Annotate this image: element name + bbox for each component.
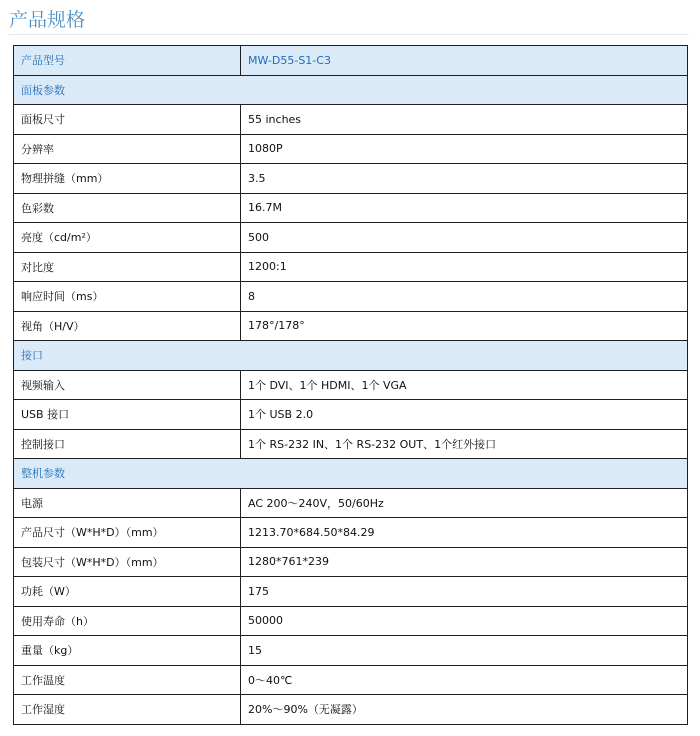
section-row-panel — [14, 75, 688, 105]
table-row — [14, 252, 688, 282]
spec-value: 1200:1 — [241, 252, 688, 282]
spec-value: 8 — [241, 282, 688, 312]
spec-label: 重量（kg） — [14, 636, 241, 666]
section-title: 接口 — [14, 341, 688, 371]
spec-label: 包装尺寸（W*H*D）（mm） — [14, 547, 241, 577]
table-row — [14, 577, 688, 607]
spec-label: 电源 — [14, 488, 241, 518]
spec-value: 175 — [241, 577, 688, 607]
page-title: 产品规格 — [9, 9, 86, 31]
spec-label: 色彩数 — [14, 193, 241, 223]
spec-label: 控制接口 — [14, 429, 241, 459]
spec-value: 178°/178° — [241, 311, 688, 341]
spec-label: 视频输入 — [14, 370, 241, 400]
spec-value: 1个 RS-232 IN、1个 RS-232 OUT、1个红外接口 — [241, 429, 688, 459]
table-row — [14, 429, 688, 459]
spec-value: AC 200～240V，50/60Hz — [241, 488, 688, 518]
table-row — [14, 282, 688, 312]
spec-value: 15 — [241, 636, 688, 666]
spec-label: 物理拼缝（mm） — [14, 164, 241, 194]
spec-value: 500 — [241, 223, 688, 253]
table-row — [14, 134, 688, 164]
table-row — [14, 105, 688, 135]
spec-label: 工作湿度 — [14, 695, 241, 725]
spec-value: 1个 USB 2.0 — [241, 400, 688, 430]
table-row — [14, 695, 688, 725]
section-row-interface — [14, 341, 688, 371]
model-value: MW-D55-S1-C3 — [241, 46, 688, 76]
table-row — [14, 223, 688, 253]
section-row-device — [14, 459, 688, 489]
spec-label: 亮度（cd/m²） — [14, 223, 241, 253]
spec-value: 1213.70*684.50*84.29 — [241, 518, 688, 548]
spec-label: 面板尺寸 — [14, 105, 241, 135]
section-title: 面板参数 — [14, 75, 688, 105]
spec-table — [13, 45, 688, 725]
spec-value: 1280*761*239 — [241, 547, 688, 577]
spec-value: 55 inches — [241, 105, 688, 135]
spec-label: 使用寿命（h） — [14, 606, 241, 636]
table-row — [14, 488, 688, 518]
title-divider — [9, 34, 689, 35]
table-row — [14, 400, 688, 430]
spec-label: 视角（H/V） — [14, 311, 241, 341]
spec-value: 1个 DVI、1个 HDMI、1个 VGA — [241, 370, 688, 400]
spec-label: USB 接口 — [14, 400, 241, 430]
table-row — [14, 164, 688, 194]
table-row — [14, 636, 688, 666]
model-header-row — [14, 46, 688, 76]
spec-value: 1080P — [241, 134, 688, 164]
model-label: 产品型号 — [14, 46, 241, 76]
table-row — [14, 311, 688, 341]
spec-label: 响应时间（ms） — [14, 282, 241, 312]
table-row — [14, 193, 688, 223]
table-row — [14, 518, 688, 548]
section-title: 整机参数 — [14, 459, 688, 489]
spec-label: 功耗（W） — [14, 577, 241, 607]
spec-value: 50000 — [241, 606, 688, 636]
table-row — [14, 606, 688, 636]
table-row — [14, 370, 688, 400]
spec-label: 分辨率 — [14, 134, 241, 164]
spec-label: 工作温度 — [14, 665, 241, 695]
spec-value: 3.5 — [241, 164, 688, 194]
spec-value: 0～40℃ — [241, 665, 688, 695]
spec-value: 20%～90%（无凝露） — [241, 695, 688, 725]
spec-label: 对比度 — [14, 252, 241, 282]
table-row — [14, 665, 688, 695]
spec-value: 16.7M — [241, 193, 688, 223]
spec-label: 产品尺寸（W*H*D）（mm） — [14, 518, 241, 548]
table-row — [14, 547, 688, 577]
